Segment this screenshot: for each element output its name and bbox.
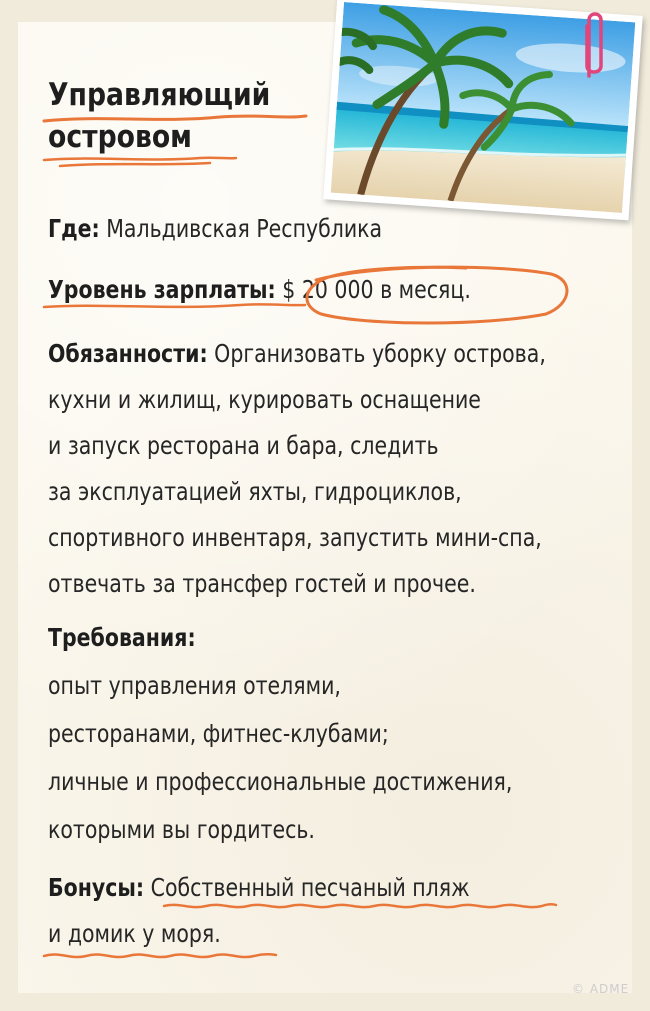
duties-text: Организовать уборку острова, xyxy=(214,339,546,368)
where-label: Где: xyxy=(48,214,100,243)
bonuses-underline-1 xyxy=(160,898,560,916)
bonuses-line-2: и домик у моря. xyxy=(48,919,221,948)
paper-border xyxy=(0,0,18,1011)
paper-clip-icon xyxy=(575,4,615,84)
title-line-1: Управляющий xyxy=(48,77,271,113)
title-underline-2 xyxy=(40,152,240,170)
requirements-label: Требования: xyxy=(48,623,196,652)
salary-value: $ 20 000 в месяц. xyxy=(282,275,471,304)
salary-label: Уровень зарплаты: xyxy=(48,275,276,304)
salary-label-underline xyxy=(40,300,310,314)
requirements-line-3: личные и профессиональные достижения, xyxy=(48,767,513,796)
bonuses-label: Бонусы: xyxy=(48,873,145,902)
duties-line-1 xyxy=(48,337,546,371)
credit-watermark: © ADME xyxy=(572,982,630,996)
duties-line-2: кухни и жилищ, курировать оснащение xyxy=(48,385,481,414)
requirements-heading xyxy=(48,621,196,655)
requirements-line-2: ресторанами, фитнес-клубами; xyxy=(48,719,389,748)
title-line-2: островом xyxy=(48,119,192,155)
duties-label: Обязанности: xyxy=(48,339,208,368)
paper-border xyxy=(632,0,650,1011)
where-value: Мальдивская Республика xyxy=(106,214,383,243)
duties-line-4: за эксплуатацией яхты, гидроциклов, xyxy=(48,477,462,506)
duties-line-3: и запуск ресторана и бара, следить xyxy=(48,431,439,460)
where-line xyxy=(48,212,382,246)
requirements-line-4: которыми вы гордитесь. xyxy=(48,815,315,844)
bonuses-underline-2 xyxy=(40,946,280,966)
paper-border xyxy=(0,993,650,1011)
title-underline-1 xyxy=(40,111,310,127)
bonuses-text: Собственный песчаный пляж xyxy=(150,873,470,902)
duties-line-6: отвечать за трансфер гостей и прочее. xyxy=(48,569,476,598)
salary-value-circle xyxy=(296,260,576,330)
duties-line-5: спортивного инвентаря, запустить мини-спа, xyxy=(48,523,542,552)
requirements-line-1: опыт управления отелями, xyxy=(48,671,341,700)
